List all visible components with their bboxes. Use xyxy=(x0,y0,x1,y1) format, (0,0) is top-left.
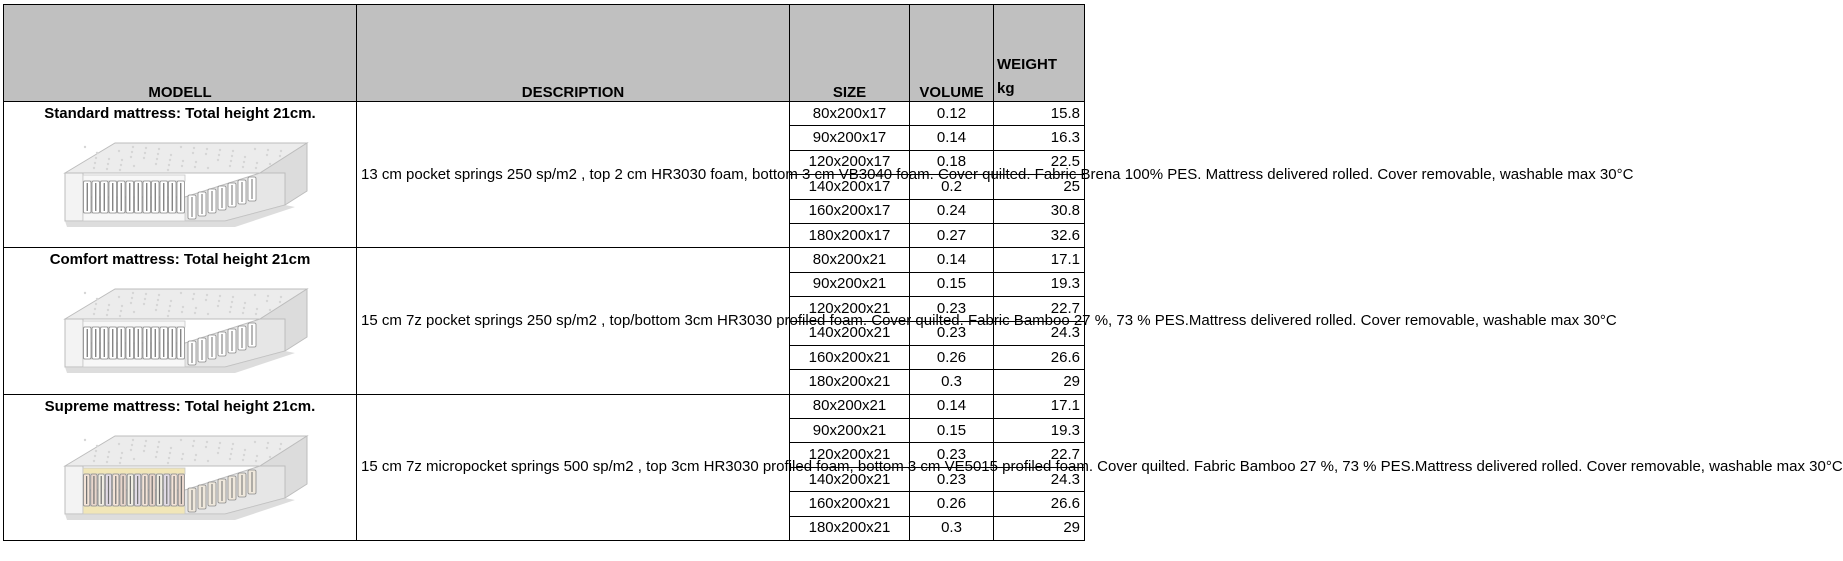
table-row xyxy=(4,394,1085,418)
volume-cell: 0.26 xyxy=(910,345,994,369)
size-cell: 80x200x21 xyxy=(790,394,910,418)
model-cell-standard xyxy=(4,102,357,248)
size-cell: 160x200x21 xyxy=(790,492,910,516)
volume-cell: 0.23 xyxy=(910,297,994,321)
size-cell: 140x200x21 xyxy=(790,467,910,491)
size-cell: 140x200x17 xyxy=(790,175,910,199)
weight-cell: 22.7 xyxy=(994,443,1085,467)
size-cell: 140x200x21 xyxy=(790,321,910,345)
volume-cell: 0.18 xyxy=(910,150,994,174)
volume-cell: 0.23 xyxy=(910,321,994,345)
table-row xyxy=(4,102,1085,126)
header-weight xyxy=(994,5,1085,102)
table-body xyxy=(4,102,1843,541)
mattress-image xyxy=(45,281,315,381)
weight-cell: 26.6 xyxy=(994,345,1085,369)
table-row xyxy=(4,248,1085,272)
size-cell: 80x200x21 xyxy=(790,248,910,272)
weight-cell: 19.3 xyxy=(994,272,1085,296)
size-cell: 120x200x17 xyxy=(790,150,910,174)
header-description: DESCRIPTION xyxy=(357,5,790,102)
header-weight-label: WEIGHT xyxy=(997,56,1057,73)
weight-cell: 24.3 xyxy=(994,321,1085,345)
weight-cell: 29 xyxy=(994,370,1085,394)
volume-cell: 0.23 xyxy=(910,443,994,467)
volume-cell: 0.12 xyxy=(910,102,994,126)
volume-cell: 0.23 xyxy=(910,467,994,491)
model-cell-supreme xyxy=(4,394,357,540)
weight-cell: 22.7 xyxy=(994,297,1085,321)
header-row xyxy=(4,5,1085,102)
model-name: Standard mattress: Total height 21cm. xyxy=(44,105,316,122)
weight-cell: 32.6 xyxy=(994,223,1085,247)
description-cell: 15 cm 7z pocket springs 250 sp/m2 , top/bottom 3cm HR3030 profiled foam. Cover quilted. Fabric Bamboo 27 %, 73 % PES.Mattress delivered rolled. Cover removable, washable max 30°C xyxy=(357,248,790,394)
size-cell: 160x200x17 xyxy=(790,199,910,223)
weight-cell: 19.3 xyxy=(994,419,1085,443)
size-cell: 120x200x21 xyxy=(790,443,910,467)
volume-cell: 0.14 xyxy=(910,394,994,418)
size-cell: 160x200x21 xyxy=(790,345,910,369)
volume-cell: 0.15 xyxy=(910,419,994,443)
volume-cell: 0.15 xyxy=(910,272,994,296)
weight-cell: 29 xyxy=(994,516,1085,540)
description-cell: 13 cm pocket springs 250 sp/m2 , top 2 cm HR3030 foam, bottom 3 cm VB3040 foam. Cover quilted. Fabric Brena 100% PES. Mattress delivered rolled. Cover removable, washable max 30°C xyxy=(357,102,790,248)
size-cell: 90x200x17 xyxy=(790,126,910,150)
volume-cell: 0.3 xyxy=(910,516,994,540)
size-cell: 80x200x17 xyxy=(790,102,910,126)
size-cell: 180x200x21 xyxy=(790,370,910,394)
weight-cell: 26.6 xyxy=(994,492,1085,516)
product-table xyxy=(3,4,1843,541)
volume-cell: 0.2 xyxy=(910,175,994,199)
size-cell: 120x200x21 xyxy=(790,297,910,321)
weight-cell: 17.1 xyxy=(994,248,1085,272)
weight-cell: 16.3 xyxy=(994,126,1085,150)
model-cell-comfort xyxy=(4,248,357,394)
mattress-image xyxy=(45,135,315,235)
weight-cell: 15.8 xyxy=(994,102,1085,126)
size-cell: 180x200x21 xyxy=(790,516,910,540)
volume-cell: 0.27 xyxy=(910,223,994,247)
weight-cell: 25 xyxy=(994,175,1085,199)
size-cell: 180x200x17 xyxy=(790,223,910,247)
header-model: MODELL xyxy=(4,5,357,102)
weight-cell: 30.8 xyxy=(994,199,1085,223)
size-cell: 90x200x21 xyxy=(790,272,910,296)
description-cell: 15 cm 7z micropocket springs 500 sp/m2 , top 3cm HR3030 profiled foam, bottom 3 cm VE5015 profiled foam. Cover quilted. Fabric Bamboo 27 %, 73 % PES.Mattress delivered rolled. Cover removable, washable max 30°C xyxy=(357,394,790,540)
volume-cell: 0.3 xyxy=(910,370,994,394)
volume-cell: 0.14 xyxy=(910,248,994,272)
weight-cell: 24.3 xyxy=(994,467,1085,491)
header-volume: VOLUME xyxy=(910,5,994,102)
volume-cell: 0.14 xyxy=(910,126,994,150)
mattress-image xyxy=(45,428,315,528)
size-cell: 90x200x21 xyxy=(790,419,910,443)
volume-cell: 0.26 xyxy=(910,492,994,516)
header-weight-unit: kg xyxy=(997,80,1015,97)
model-name: Comfort mattress: Total height 21cm xyxy=(49,251,311,269)
model-name: Supreme mattress: Total height 21cm. xyxy=(44,397,316,415)
header-size: SIZE xyxy=(790,5,910,102)
weight-cell: 17.1 xyxy=(994,394,1085,418)
volume-cell: 0.24 xyxy=(910,199,994,223)
weight-cell: 22.5 xyxy=(994,150,1085,174)
